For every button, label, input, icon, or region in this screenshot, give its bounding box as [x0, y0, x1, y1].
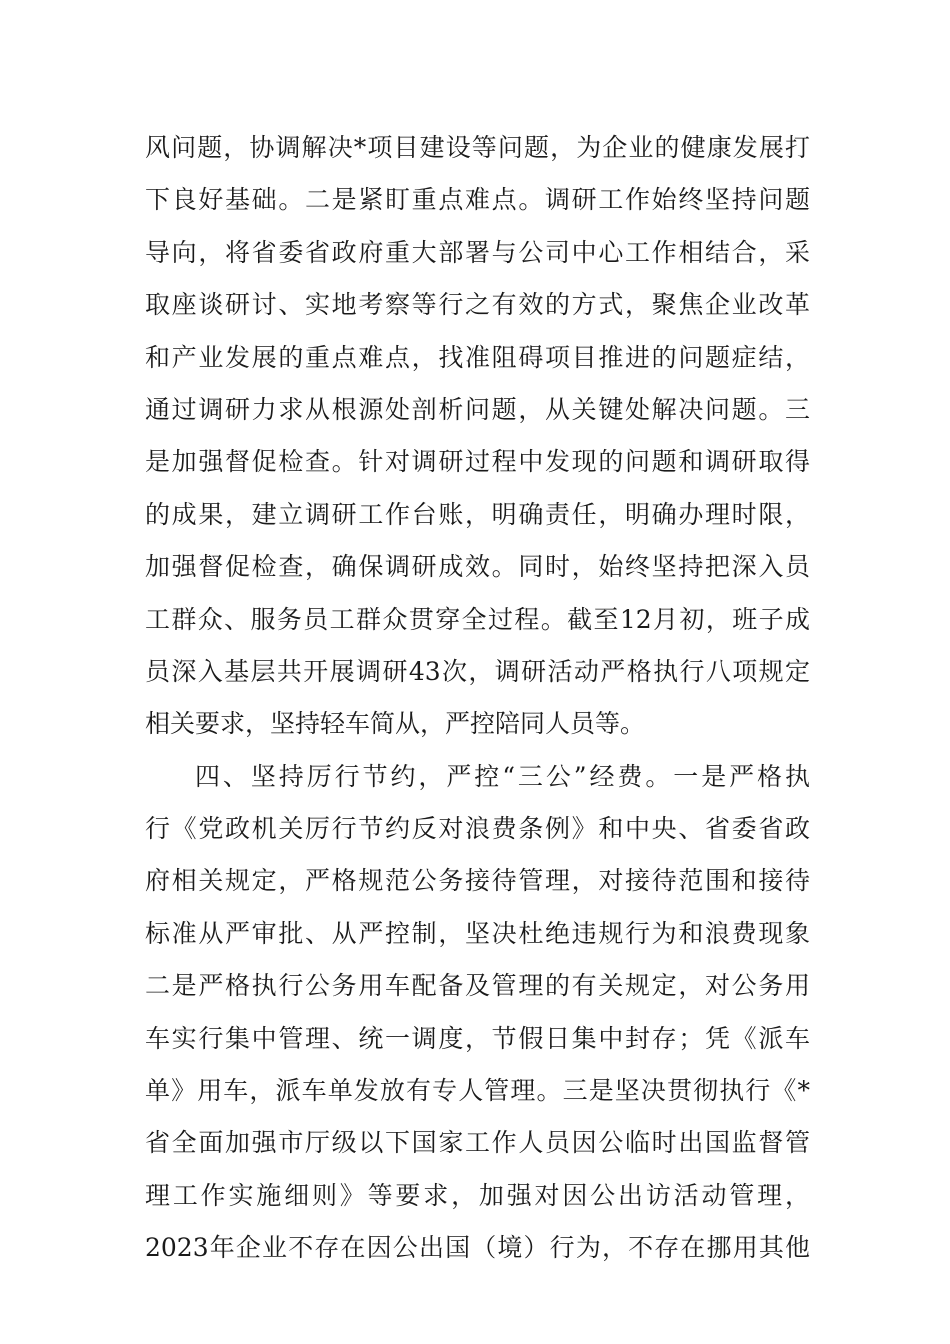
text-line: 行《党政机关厉行节约反对浪费条例》和中央、省委省政: [145, 814, 810, 844]
paragraph-first-line: 四、坚持厉行节约，严控“三公”经费。一是严格执: [195, 761, 810, 791]
text-line: 是加强督促检查。针对调研过程中发现的问题和调研取得: [145, 447, 810, 477]
text-line: 车实行集中管理、统一调度，节假日集中封存；凭《派车: [145, 1023, 810, 1053]
text-line: 下良好基础。二是紧盯重点难点。调研工作始终坚持问题: [145, 185, 810, 215]
text-line: 取座谈研讨、实地考察等行之有效的方式，聚焦企业改革: [145, 290, 810, 320]
text-line: 单》用车，派车单发放有专人管理。三是坚决贯彻执行《*: [145, 1076, 810, 1106]
paragraph-last-line: 相关要求，坚持轻车简从，严控陪同人员等。: [145, 709, 646, 739]
text-line: 员深入基层共开展调研43次，调研活动严格执行八项规定: [145, 656, 810, 686]
text-line: 通过调研力求从根源处剖析问题，从关键处解决问题。三: [145, 394, 810, 424]
body-text: [145, 122, 810, 1275]
text-line: 标准从严审批、从严控制，坚决杜绝违规行为和浪费现象: [145, 918, 810, 948]
text-line: 导向，将省委省政府重大部署与公司中心工作相结合，采: [145, 237, 810, 267]
text-line: 省全面加强市厅级以下国家工作人员因公临时出国监督管: [145, 1128, 810, 1158]
text-line: 风问题，协调解决*项目建设等问题，为企业的健康发展打: [145, 133, 810, 162]
text-line: 2023年企业不存在因公出国（境）行为，不存在挪用其他: [145, 1233, 810, 1263]
text-line: 理工作实施细则》等要求，加强对因公出访活动管理，: [145, 1180, 810, 1210]
text-line: 的成果，建立调研工作台账，明确责任，明确办理时限，: [145, 499, 810, 529]
text-line: 加强督促检查，确保调研成效。同时，始终坚持把深入员: [145, 552, 810, 582]
text-line: 和产业发展的重点难点，找准阻碍项目推进的问题症结，: [145, 342, 810, 372]
text-line: 府相关规定，严格规范公务接待管理，对接待范围和接待: [145, 866, 810, 896]
text-line: 工群众、服务员工群众贯穿全过程。截至12月初，班子成: [145, 604, 810, 634]
text-line: 二是严格执行公务用车配备及管理的有关规定，对公务用: [145, 971, 810, 1001]
